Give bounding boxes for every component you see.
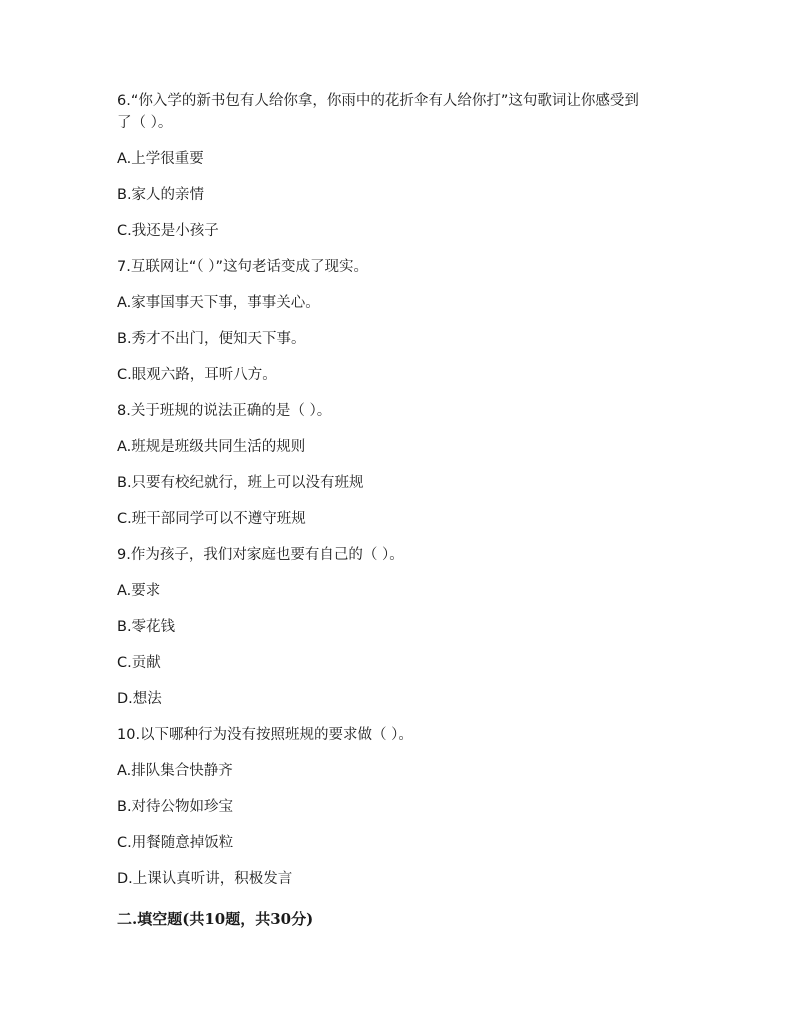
question-7 bbox=[117, 256, 687, 386]
document-page bbox=[117, 90, 687, 930]
option-c: C.班干部同学可以不遵守班规 bbox=[117, 511, 306, 527]
option-a: A.排队集合快静齐 bbox=[117, 763, 233, 779]
option-a: A.家事国事天下事，事事关心。 bbox=[117, 295, 320, 311]
question-stem-continued: 了（ ）。 bbox=[117, 115, 173, 131]
question-9 bbox=[117, 544, 687, 710]
option-b: B.家人的亲情 bbox=[117, 187, 205, 203]
option-b: B.零花钱 bbox=[117, 619, 176, 635]
question-10 bbox=[117, 724, 687, 890]
question-stem: 6.“你入学的新书包有人给你拿，你雨中的花折伞有人给你打”这句歌词让你感受到 bbox=[117, 93, 639, 109]
question-stem: 7.互联网让“（ ）”这句老话变成了现实。 bbox=[117, 259, 368, 275]
section-heading: 二.填空题(共10题，共30分) bbox=[117, 910, 314, 928]
option-d: D.上课认真听讲，积极发言 bbox=[117, 871, 293, 887]
option-b: B.只要有校纪就行，班上可以没有班规 bbox=[117, 475, 364, 491]
option-b: B.对待公物如珍宝 bbox=[117, 799, 234, 815]
question-stem: 9.作为孩子，我们对家庭也要有自己的（ ）。 bbox=[117, 547, 404, 563]
question-stem: 8.关于班规的说法正确的是（ ）。 bbox=[117, 403, 332, 419]
option-a: A.要求 bbox=[117, 583, 161, 599]
option-c: C.我还是小孩子 bbox=[117, 223, 219, 239]
option-c: C.贡献 bbox=[117, 655, 161, 671]
option-d: D.想法 bbox=[117, 691, 162, 707]
option-c: C.眼观六路，耳听八方。 bbox=[117, 367, 277, 383]
option-a: A.上学很重要 bbox=[117, 151, 204, 167]
option-c: C.用餐随意掉饭粒 bbox=[117, 835, 234, 851]
option-a: A.班规是班级共同生活的规则 bbox=[117, 439, 306, 455]
question-stem: 10.以下哪种行为没有按照班规的要求做（ ）。 bbox=[117, 727, 413, 743]
question-6 bbox=[117, 90, 687, 242]
option-b: B.秀才不出门，便知天下事。 bbox=[117, 331, 306, 347]
question-8 bbox=[117, 400, 687, 530]
